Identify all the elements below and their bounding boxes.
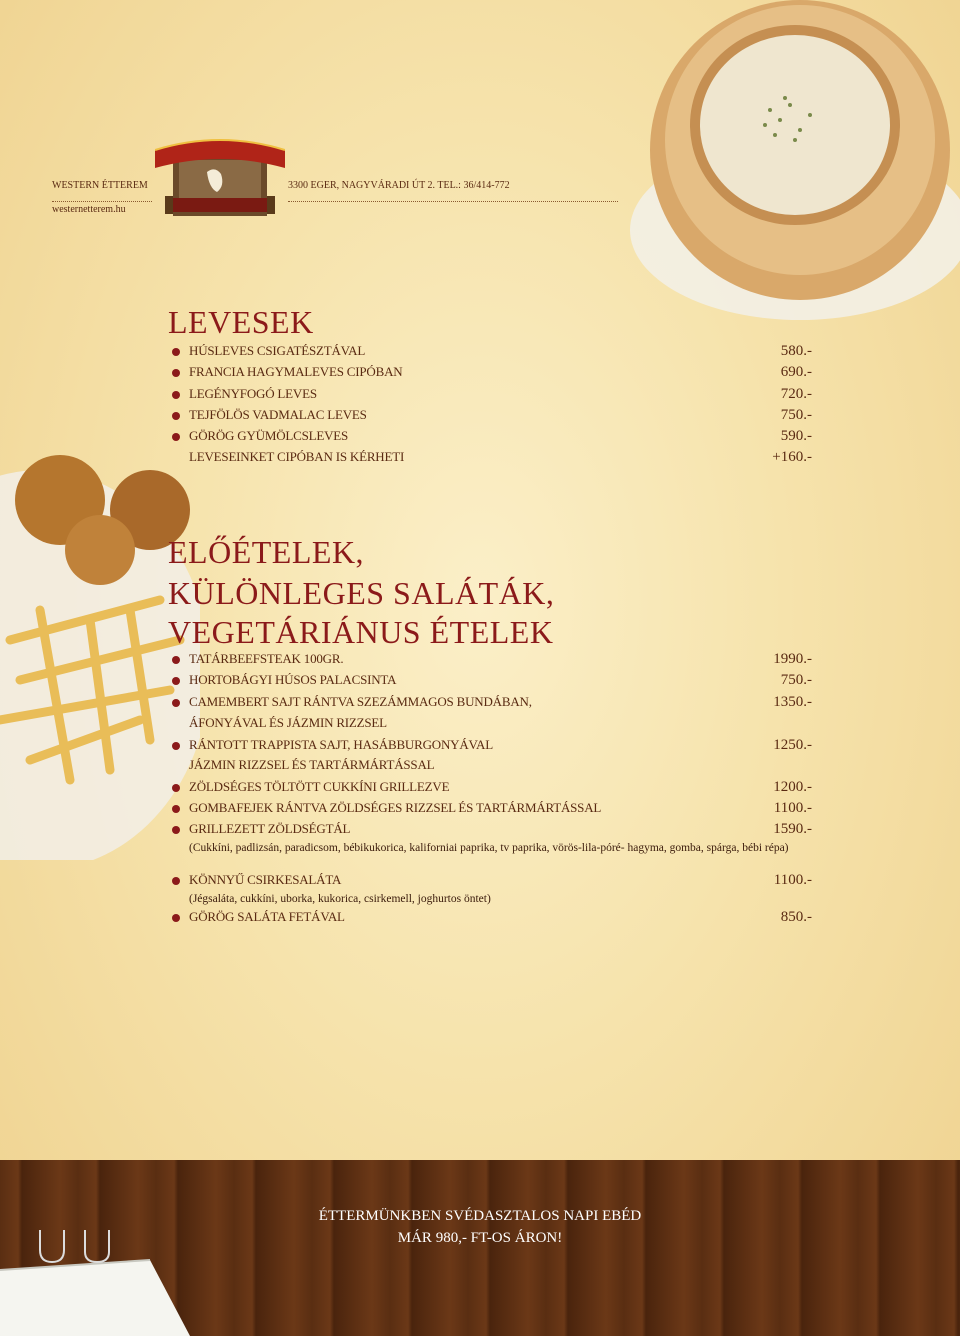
menu-item-label: GOMBAFEJEK RÁNTVA ZÖLDSÉGES RIZZSEL ÉS TARTÁRMÁRTÁSSAL	[189, 800, 602, 815]
address-block	[288, 180, 628, 202]
bullet-icon	[172, 805, 180, 813]
menu-extra-label: LEVESEINKET CIPÓBAN IS KÉRHETI	[189, 449, 405, 464]
bullet-icon	[172, 412, 180, 420]
daily-lunch-line2: MÁR 980,- FT-OS ÁRON!	[397, 1230, 563, 1246]
menu-item-subtitle: ÁFONYÁVAL ÉS JÁZMIN RIZZSEL	[189, 715, 387, 730]
menu-item	[172, 672, 812, 692]
menu-item	[172, 407, 812, 427]
menu-item-price: 720.-	[780, 386, 812, 402]
menu-item-label: ZÖLDSÉGES TÖLTÖTT CUKKÍNI GRILLEZVE	[189, 779, 450, 794]
western-restaurant-logo	[155, 136, 285, 222]
daily-lunch-line1: ÉTTERMÜNKBEN SVÉDASZTALOS NAPI EBÉD	[318, 1208, 642, 1224]
bullet-icon	[172, 656, 180, 664]
menu-item-price: 750.-	[780, 672, 812, 688]
bullet-icon	[172, 826, 180, 834]
menu-item-price: 1100.-	[773, 800, 812, 816]
menu-item	[172, 386, 812, 406]
section-title-starters-line1: ELŐÉTELEK,	[168, 534, 365, 570]
menu-item-price: 580.-	[780, 343, 812, 359]
menu-item	[172, 779, 812, 799]
dotted-divider	[52, 201, 152, 202]
menu-item-label: TEJFÖLÖS VADMALAC LEVES	[189, 407, 367, 422]
menu-item-price: 850.-	[780, 909, 812, 925]
bullet-icon	[172, 348, 180, 356]
menu-item	[172, 872, 812, 892]
menu-item	[172, 909, 812, 929]
menu-item	[172, 651, 812, 671]
menu-item	[172, 343, 812, 363]
menu-item	[172, 737, 812, 757]
menu-item-note: (Cukkíni, padlizsán, paradicsom, bébikukorica, kaliforniai paprika, tv paprika, vörös-lila-póré- hagyma, gomba, spárga, bébi répa)	[189, 842, 789, 854]
bullet-icon	[172, 369, 180, 377]
menu-item-label: HORTOBÁGYI HÚSOS PALACSINTA	[189, 672, 397, 687]
menu-item	[172, 821, 812, 841]
menu-item-price: 590.-	[780, 428, 812, 444]
menu-item-price: 1100.-	[773, 872, 812, 888]
bullet-icon	[172, 742, 180, 750]
menu-item-label: GÖRÖG SALÁTA FETÁVAL	[189, 909, 345, 924]
bullet-icon	[172, 677, 180, 685]
section-title-soups: LEVESEK	[168, 304, 314, 340]
address-phone: 3300 EGER, NAGYVÁRADI ÚT 2. TEL.: 36/414-772	[288, 180, 510, 191]
menu-item	[172, 694, 812, 714]
menu-item-label: TATÁRBEEFSTEAK 100GR.	[189, 651, 344, 666]
menu-item-note: (Jégsaláta, cukkíni, uborka, kukorica, csirkemell, joghurtos öntet)	[189, 893, 491, 905]
menu-item-label: CAMEMBERT SAJT RÁNTVA SZEZÁMMAGOS BUNDÁBAN,	[189, 694, 532, 709]
section-title-starters-line2: KÜLÖNLEGES SALÁTÁK,	[168, 575, 555, 611]
menu-extra	[172, 449, 812, 469]
menu-item-price: 1590.-	[773, 821, 812, 837]
dotted-divider	[288, 201, 618, 202]
menu-item	[172, 428, 812, 448]
menu-item-label: FRANCIA HAGYMALEVES CIPÓBAN	[189, 364, 403, 379]
bread-bowl-soup-image	[600, 0, 960, 340]
restaurant-name: WESTERN ÉTTEREM	[52, 180, 148, 191]
menu-item-price: 1990.-	[773, 651, 812, 667]
menu-item-price: 1250.-	[773, 737, 812, 753]
menu-item-label: RÁNTOTT TRAPPISTA SAJT, HASÁBBURGONYÁVAL	[189, 737, 493, 752]
restaurant-name-block	[52, 180, 162, 214]
bullet-icon	[172, 699, 180, 707]
bullet-icon	[172, 784, 180, 792]
menu-item-label: LEGÉNYFOGÓ LEVES	[189, 386, 317, 401]
menu-item-price: 1350.-	[773, 694, 812, 710]
menu-item-price: 1200.-	[773, 779, 812, 795]
menu-item-label: GÖRÖG GYÜMÖLCSLEVES	[189, 428, 349, 443]
menu-item-label: HÚSLEVES CSIGATÉSZTÁVAL	[189, 343, 366, 358]
menu-item-label: GRILLEZETT ZÖLDSÉGTÁL	[189, 821, 351, 836]
menu-item	[172, 800, 812, 820]
menu-item-label: KÖNNYŰ CSIRKESALÁTA	[189, 872, 342, 887]
restaurant-website: westernetterem.hu	[52, 204, 126, 214]
bullet-icon	[172, 877, 180, 885]
bullet-icon	[172, 433, 180, 441]
menu-item-subtitle: JÁZMIN RIZZSEL ÉS TARTÁRMÁRTÁSSAL	[189, 757, 435, 772]
section-title-starters-line3: VEGETÁRIÁNUS ÉTELEK	[168, 614, 554, 650]
fries-plate-image	[0, 440, 200, 860]
menu-extra-price: +160.-	[772, 449, 812, 465]
bullet-icon	[172, 391, 180, 399]
bullet-icon	[172, 914, 180, 922]
daily-lunch-banner	[0, 1205, 960, 1249]
menu-item	[172, 364, 812, 384]
menu-item-price: 750.-	[780, 407, 812, 423]
menu-item-price: 690.-	[780, 364, 812, 380]
